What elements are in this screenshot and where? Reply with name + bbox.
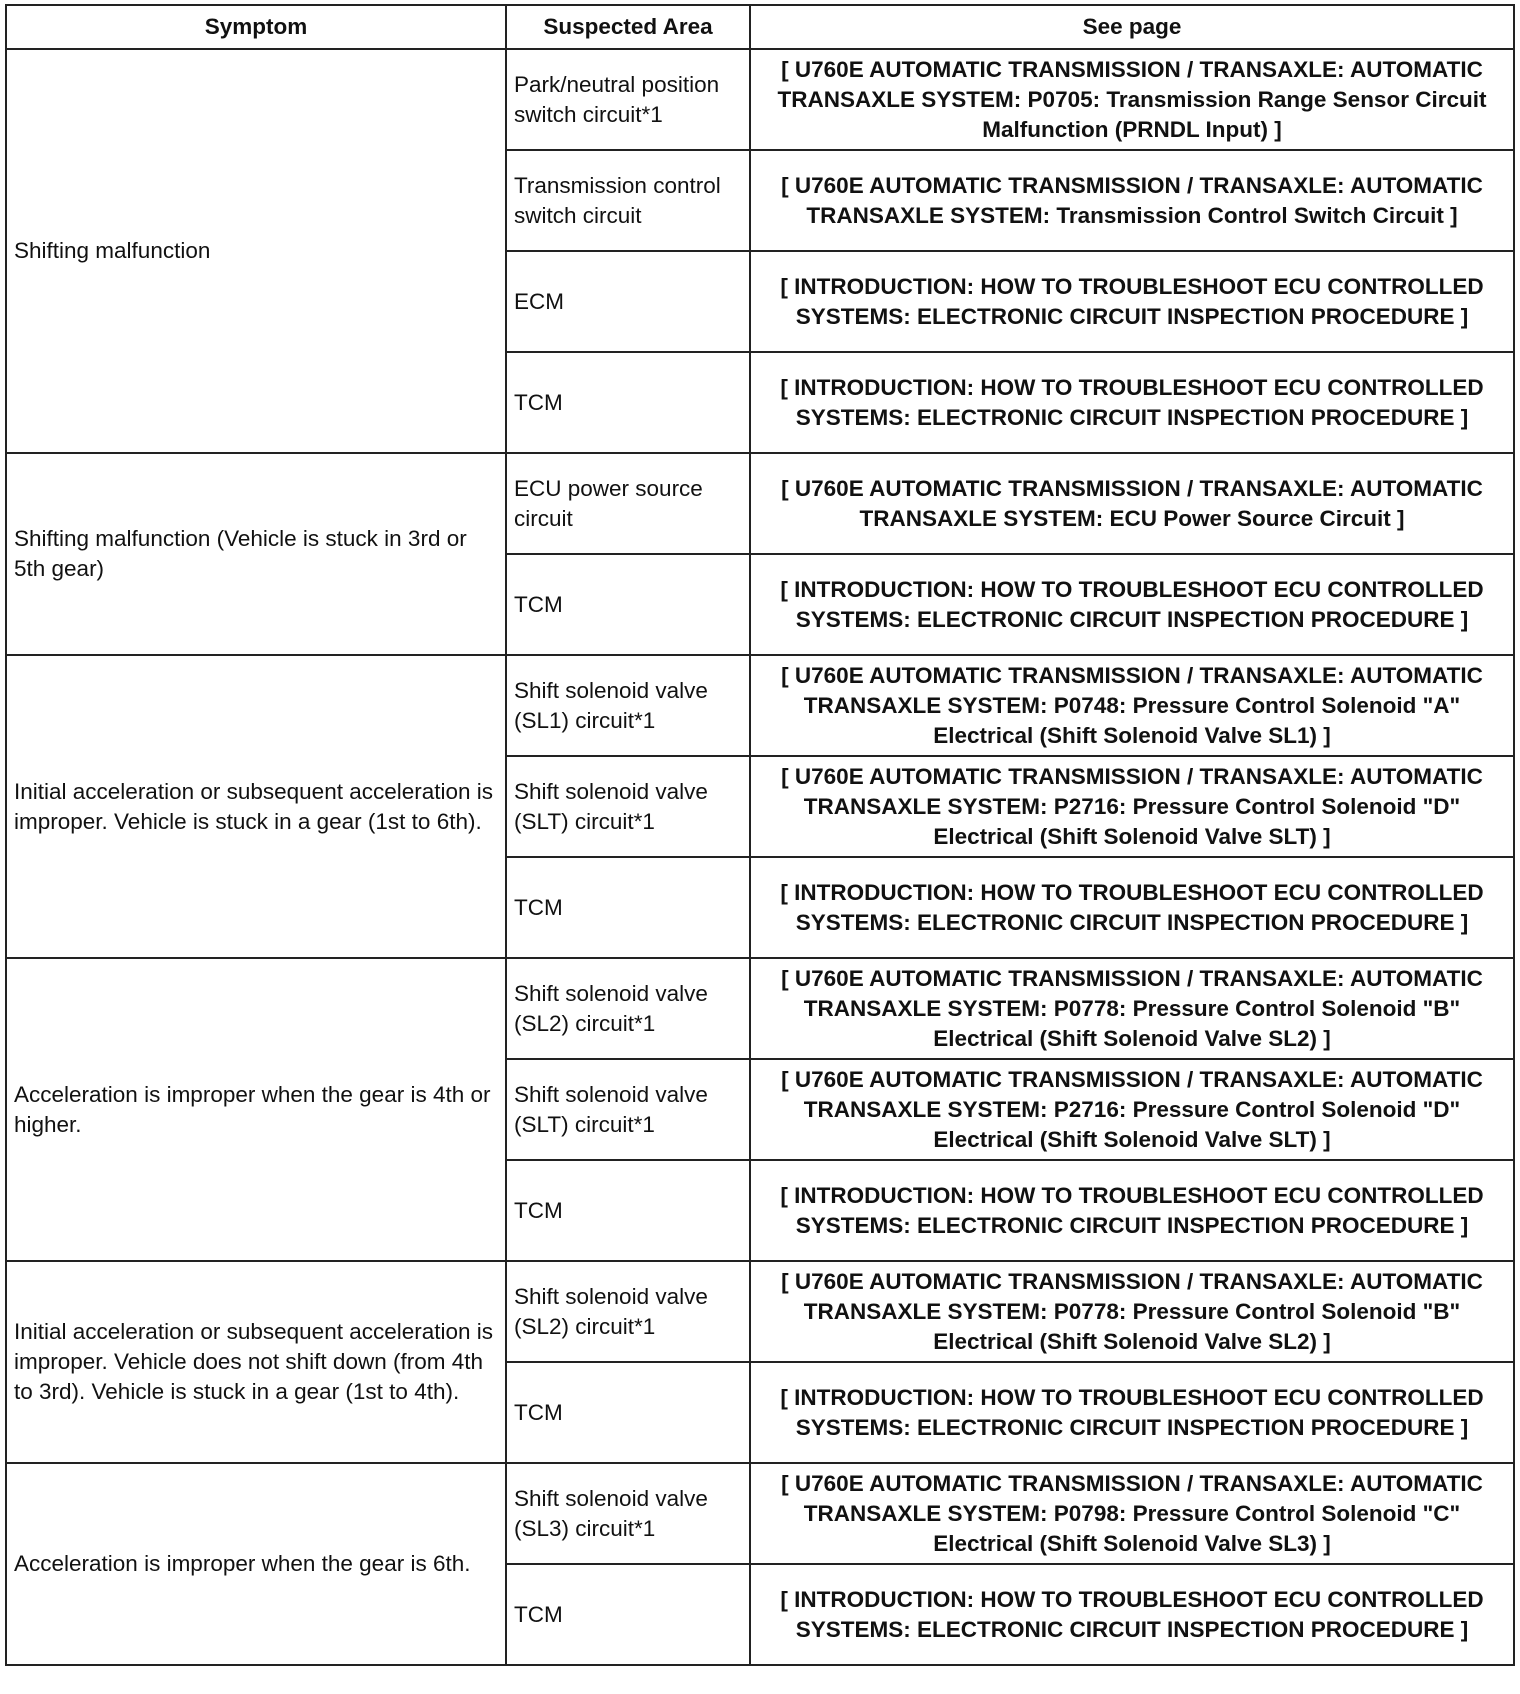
header-symptom: Symptom [6, 5, 506, 49]
see-page-link[interactable]: [ INTRODUCTION: HOW TO TROUBLESHOOT ECU CONTROLLED SYSTEMS: ELECTRONIC CIRCUIT INSPECTION PROCEDURE ] [750, 1362, 1514, 1463]
see-page-link[interactable]: [ U760E AUTOMATIC TRANSMISSION / TRANSAXLE: AUTOMATIC TRANSAXLE SYSTEM: P0705: Transmission Range Sensor Circuit Malfunction (PRNDL Input) ] [750, 49, 1514, 150]
table-row [6, 49, 1514, 150]
suspected-area-cell: Shift solenoid valve (SLT) circuit*1 [506, 1059, 750, 1160]
table-row [6, 1261, 1514, 1362]
see-page-link[interactable]: [ INTRODUCTION: HOW TO TROUBLESHOOT ECU CONTROLLED SYSTEMS: ELECTRONIC CIRCUIT INSPECTION PROCEDURE ] [750, 554, 1514, 655]
suspected-area-cell: Shift solenoid valve (SL2) circuit*1 [506, 1261, 750, 1362]
see-page-link[interactable]: [ U760E AUTOMATIC TRANSMISSION / TRANSAXLE: AUTOMATIC TRANSAXLE SYSTEM: Transmission Control Switch Circuit ] [750, 150, 1514, 251]
see-page-link[interactable]: [ U760E AUTOMATIC TRANSMISSION / TRANSAXLE: AUTOMATIC TRANSAXLE SYSTEM: P2716: Pressure Control Solenoid "D" Electrical (Shift Solenoid Valve SLT) ] [750, 1059, 1514, 1160]
see-page-link[interactable]: [ INTRODUCTION: HOW TO TROUBLESHOOT ECU CONTROLLED SYSTEMS: ELECTRONIC CIRCUIT INSPECTION PROCEDURE ] [750, 1564, 1514, 1665]
table-row [6, 655, 1514, 756]
suspected-area-cell: Shift solenoid valve (SLT) circuit*1 [506, 756, 750, 857]
see-page-link[interactable]: [ INTRODUCTION: HOW TO TROUBLESHOOT ECU CONTROLLED SYSTEMS: ELECTRONIC CIRCUIT INSPECTION PROCEDURE ] [750, 1160, 1514, 1261]
suspected-area-cell: Park/neutral position switch circuit*1 [506, 49, 750, 150]
see-page-link[interactable]: [ INTRODUCTION: HOW TO TROUBLESHOOT ECU CONTROLLED SYSTEMS: ELECTRONIC CIRCUIT INSPECTION PROCEDURE ] [750, 352, 1514, 453]
symptom-cell: Shifting malfunction [6, 49, 506, 453]
suspected-area-cell: Shift solenoid valve (SL1) circuit*1 [506, 655, 750, 756]
see-page-link[interactable]: [ U760E AUTOMATIC TRANSMISSION / TRANSAXLE: AUTOMATIC TRANSAXLE SYSTEM: ECU Power Source Circuit ] [750, 453, 1514, 554]
suspected-area-cell: ECU power source circuit [506, 453, 750, 554]
symptom-table [5, 4, 1515, 1666]
see-page-link[interactable]: [ U760E AUTOMATIC TRANSMISSION / TRANSAXLE: AUTOMATIC TRANSAXLE SYSTEM: P2716: Pressure Control Solenoid "D" Electrical (Shift Solenoid Valve SLT) ] [750, 756, 1514, 857]
header-suspected-area: Suspected Area [506, 5, 750, 49]
table-row [6, 958, 1514, 1059]
see-page-link[interactable]: [ U760E AUTOMATIC TRANSMISSION / TRANSAXLE: AUTOMATIC TRANSAXLE SYSTEM: P0748: Pressure Control Solenoid "A" Electrical (Shift Solenoid Valve SL1) ] [750, 655, 1514, 756]
suspected-area-cell: TCM [506, 1160, 750, 1261]
see-page-link[interactable]: [ INTRODUCTION: HOW TO TROUBLESHOOT ECU CONTROLLED SYSTEMS: ELECTRONIC CIRCUIT INSPECTION PROCEDURE ] [750, 857, 1514, 958]
suspected-area-cell: TCM [506, 554, 750, 655]
header-see-page: See page [750, 5, 1514, 49]
symptom-cell: Acceleration is improper when the gear is 6th. [6, 1463, 506, 1665]
suspected-area-cell: Shift solenoid valve (SL2) circuit*1 [506, 958, 750, 1059]
symptom-cell: Initial acceleration or subsequent acceleration is improper. Vehicle is stuck in a gear (1st to 6th). [6, 655, 506, 958]
suspected-area-cell: Transmission control switch circuit [506, 150, 750, 251]
suspected-area-cell: TCM [506, 352, 750, 453]
see-page-link[interactable]: [ U760E AUTOMATIC TRANSMISSION / TRANSAXLE: AUTOMATIC TRANSAXLE SYSTEM: P0778: Pressure Control Solenoid "B" Electrical (Shift Solenoid Valve SL2) ] [750, 958, 1514, 1059]
table-row [6, 1463, 1514, 1564]
suspected-area-cell: Shift solenoid valve (SL3) circuit*1 [506, 1463, 750, 1564]
table-row [6, 453, 1514, 554]
symptom-cell: Shifting malfunction (Vehicle is stuck in 3rd or 5th gear) [6, 453, 506, 655]
suspected-area-cell: TCM [506, 857, 750, 958]
see-page-link[interactable]: [ INTRODUCTION: HOW TO TROUBLESHOOT ECU CONTROLLED SYSTEMS: ELECTRONIC CIRCUIT INSPECTION PROCEDURE ] [750, 251, 1514, 352]
see-page-link[interactable]: [ U760E AUTOMATIC TRANSMISSION / TRANSAXLE: AUTOMATIC TRANSAXLE SYSTEM: P0778: Pressure Control Solenoid "B" Electrical (Shift Solenoid Valve SL2) ] [750, 1261, 1514, 1362]
symptom-cell: Acceleration is improper when the gear is 4th or higher. [6, 958, 506, 1261]
symptom-cell: Initial acceleration or subsequent acceleration is improper. Vehicle does not shift down (from 4th to 3rd). Vehicle is stuck in a gear (1st to 4th). [6, 1261, 506, 1463]
header-row [6, 5, 1514, 49]
see-page-link[interactable]: [ U760E AUTOMATIC TRANSMISSION / TRANSAXLE: AUTOMATIC TRANSAXLE SYSTEM: P0798: Pressure Control Solenoid "C" Electrical (Shift Solenoid Valve SL3) ] [750, 1463, 1514, 1564]
suspected-area-cell: TCM [506, 1362, 750, 1463]
suspected-area-cell: ECM [506, 251, 750, 352]
suspected-area-cell: TCM [506, 1564, 750, 1665]
